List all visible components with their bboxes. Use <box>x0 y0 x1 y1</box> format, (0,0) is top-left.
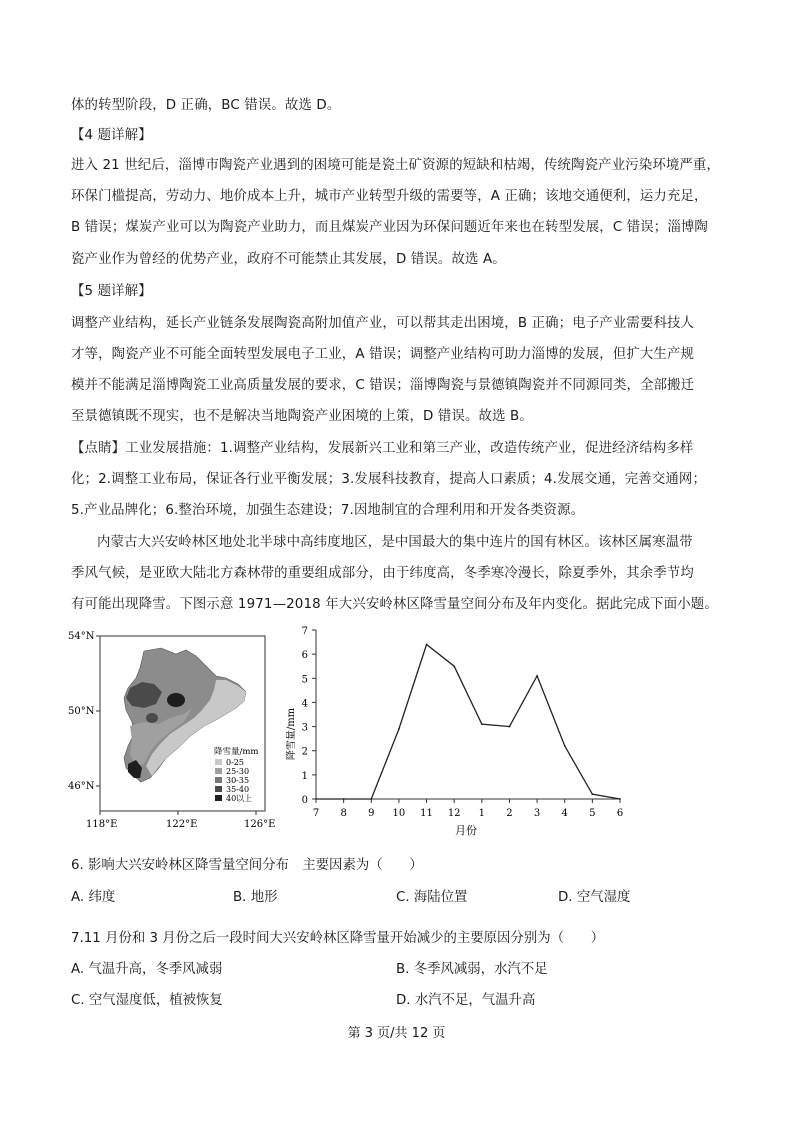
y-tick-label: 6 <box>301 650 308 662</box>
x-tick-label: 4 <box>561 808 568 819</box>
paragraph-line: 体的转型阶段，D 正确，BC 错误。故选 D。 <box>71 98 341 113</box>
legend-label: 35-40 <box>226 785 250 794</box>
y-tick-label: 4 <box>301 698 308 710</box>
data-point <box>481 723 483 725</box>
question-6-option-a[interactable]: A. 纬度 <box>71 890 116 905</box>
data-point <box>398 728 400 730</box>
y-tick-label: 2 <box>301 746 308 758</box>
snow-zone-peak <box>167 693 185 707</box>
legend-swatch <box>215 777 222 783</box>
paragraph-line: 调整产业结构，延长产业链条发展陶瓷高附加值产业，可以帮其走出困境，B 正确；电子产业需要科技人 <box>71 316 695 331</box>
y-tick-label: 0 <box>301 795 308 806</box>
x-tick-label: 3 <box>533 808 541 819</box>
question-7-option-c[interactable]: C. 空气湿度低，植被恢复 <box>71 993 223 1008</box>
lon-label: 126°E <box>244 819 276 830</box>
x-tick-label: 5 <box>589 808 596 819</box>
x-tick-label: 9 <box>368 808 375 819</box>
data-point <box>619 798 621 800</box>
x-tick-label: 11 <box>420 808 433 819</box>
snowfall-line-chart <box>286 622 631 842</box>
data-point <box>509 726 511 728</box>
paragraph-line: 化；2.调整工业布局，保证各行业平衡发展；3.发展科技教育，提高人口素质；4.发展交通，完善交通网； <box>71 472 707 487</box>
x-tick-label: 10 <box>392 808 406 819</box>
lat-label: 54°N <box>68 631 95 642</box>
y-axis-label: 降雪量/mm <box>286 707 297 761</box>
data-point <box>564 745 566 747</box>
paragraph-line: 环保门槛提高，劳动力、地价成本上升，城市产业转型升级的需要等，A 正确；该地交通便利，运力充足， <box>71 189 708 204</box>
paragraph-line: 瓷产业作为曾经的优势产业，政府不可能禁止其发展，D 错误。故选 A。 <box>71 252 506 267</box>
data-point <box>536 675 538 677</box>
data-point <box>370 798 372 800</box>
y-tick-label: 5 <box>301 674 308 686</box>
legend-label: 40以上 <box>226 794 253 803</box>
paragraph-line: 内蒙古大兴安岭林区地处北半球中高纬度地区，是中国最大的集中连片的国有林区。该林区属寒温带 <box>97 535 693 550</box>
question-7-option-a[interactable]: A. 气温升高，冬季风减弱 <box>71 962 223 977</box>
question-6-option-c[interactable]: C. 海陆位置 <box>396 890 468 905</box>
x-axis-label: 月份 <box>455 824 477 837</box>
x-tick-label: 1 <box>478 808 486 819</box>
y-tick-label: 1 <box>301 770 308 782</box>
legend-label: 30-35 <box>226 776 250 785</box>
paragraph-line: 至景德镇既不现实，也不是解决当地陶瓷产业困境的上策，D 错误。故选 B。 <box>71 409 533 424</box>
lat-label: 46°N <box>68 781 95 792</box>
chart-axes <box>316 630 620 799</box>
legend-label: 0-25 <box>226 758 244 767</box>
paragraph-line: 模并不能满足淄博陶瓷工业高质量发展的要求，C 错误；淄博陶瓷与景德镇陶瓷并不同源同类，全部搬迁 <box>71 378 695 393</box>
paragraph-line: 季风气候，是亚欧大陆北方森林带的重要组成部分，由于纬度高，冬季寒冷漫长，除夏季外，其余季节均 <box>71 566 694 581</box>
legend-swatch <box>215 768 222 774</box>
x-tick-label: 12 <box>447 808 461 819</box>
series-line <box>315 644 621 800</box>
lon-label: 118°E <box>86 819 118 830</box>
x-tick-label: 6 <box>616 808 624 819</box>
x-ticks <box>313 799 623 819</box>
legend-swatch <box>215 786 222 792</box>
y-tick-label: 7 <box>301 626 308 637</box>
section-heading: 【5 题详解】 <box>71 284 152 299</box>
question-6-option-d[interactable]: D. 空气湿度 <box>558 890 631 905</box>
question-7-stem: 7.11 月份和 3 月份之后一段时间大兴安岭林区降雪量开始减少的主要原因分别为（ ） <box>71 931 605 946</box>
x-tick-label: 2 <box>506 808 513 819</box>
snowfall-map <box>66 626 276 836</box>
x-tick-label: 7 <box>312 808 320 819</box>
data-point <box>426 644 428 646</box>
y-tick-label: 3 <box>301 722 308 734</box>
legend-swatch <box>215 759 222 765</box>
question-6-stem: 6. 影响大兴安岭林区降雪量空间分布 主要因素为（ ） <box>71 858 423 873</box>
legend-label: 25-30 <box>226 767 250 776</box>
question-7-option-d[interactable]: D. 水汽不足，气温升高 <box>396 993 536 1008</box>
lat-label: 50°N <box>68 706 95 717</box>
snowfall-series-line <box>316 644 620 799</box>
snow-zone-high <box>146 713 158 723</box>
legend-swatch <box>215 795 222 801</box>
paragraph-line: B 错误；煤炭产业可以为陶瓷产业助力，而且煤炭产业因为环保问题近年来也在转型发展，C 错误；淄博陶 <box>71 220 708 235</box>
data-point <box>453 665 455 667</box>
data-point <box>315 798 317 800</box>
paragraph-line: 【点睛】工业发展措施：1.调整产业结构，发展新兴工业和第三产业，改造传统产业，促进经济结构多样 <box>71 441 694 456</box>
section-heading: 【4 题详解】 <box>71 128 152 143</box>
y-ticks <box>302 626 316 806</box>
paragraph-line: 5.产业品牌化；6.整治环境，加强生态建设；7.因地制宜的合理利用和开发各类资源。 <box>71 503 585 518</box>
lon-label: 122°E <box>166 819 198 830</box>
x-tick-label: 8 <box>340 808 347 819</box>
paragraph-line: 进入 21 世纪后，淄博市陶瓷产业遇到的困境可能是瓷土矿资源的短缺和枯竭，传统陶瓷产业污染环境严重， <box>71 158 721 173</box>
paragraph-line: 才等，陶瓷产业不可能全面转型发展电子工业，A 错误；调整产业结构可助力淄博的发展，但扩大生产规 <box>71 347 695 362</box>
data-point <box>343 798 345 800</box>
data-point <box>591 793 593 795</box>
question-6-option-b[interactable]: B. 地形 <box>233 890 278 905</box>
paragraph-line: 有可能出现降雪。下图示意 1971—2018 年大兴安岭林区降雪量空间分布及年内变化。据此完成下面小题。 <box>71 597 718 612</box>
legend-title: 降雪量/mm <box>214 747 259 757</box>
page-footer: 第 3 页/共 12 页 <box>347 1026 446 1041</box>
question-7-option-b[interactable]: B. 冬季风减弱，水汽不足 <box>396 962 548 977</box>
